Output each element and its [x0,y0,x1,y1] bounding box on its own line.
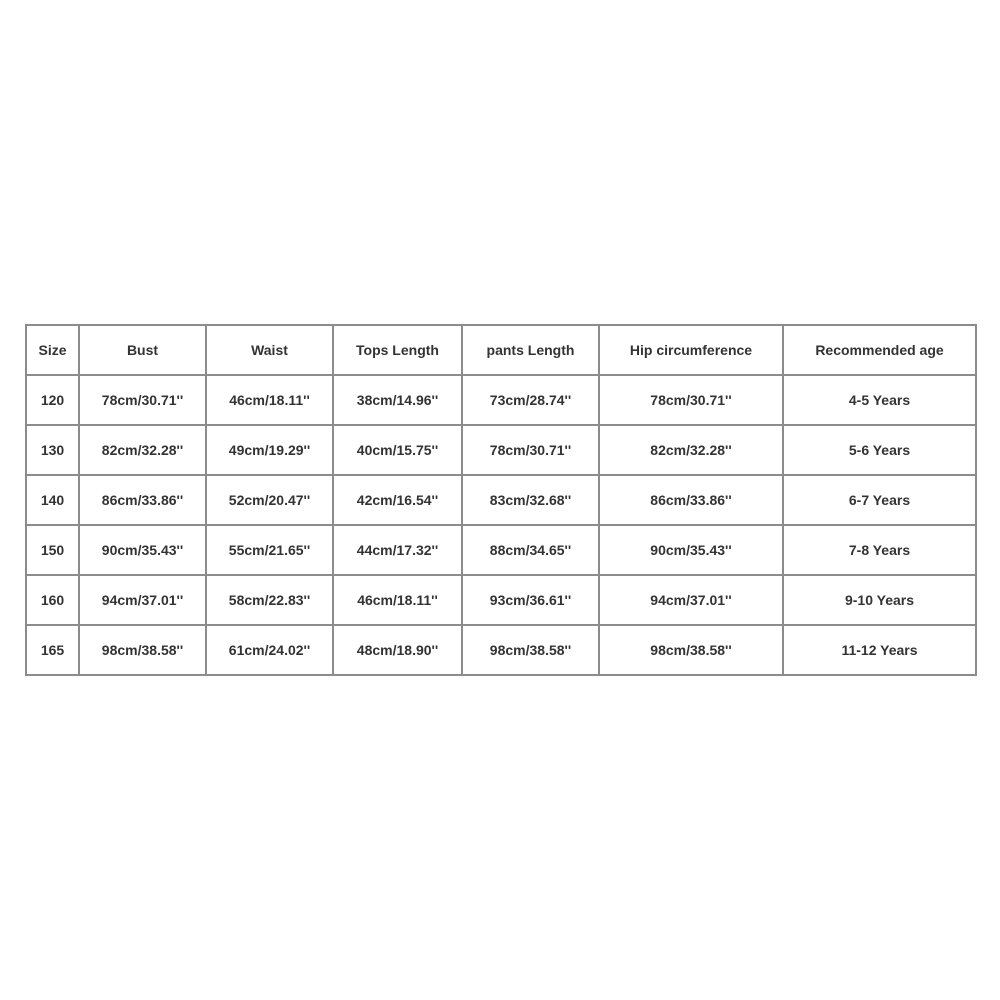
cell-tops-length: 46cm/18.11'' [334,576,463,626]
header-recommended-age: Recommended age [784,326,977,376]
cell-bust: 82cm/32.28'' [80,426,207,476]
header-tops-length: Tops Length [334,326,463,376]
header-hip-circumference: Hip circumference [600,326,784,376]
cell-tops-length: 44cm/17.32'' [334,526,463,576]
table-row [27,626,977,676]
cell-hip-circumference: 86cm/33.86'' [600,476,784,526]
cell-pants-length: 73cm/28.74'' [463,376,600,426]
cell-tops-length: 48cm/18.90'' [334,626,463,676]
cell-size: 140 [27,476,80,526]
size-chart-table [25,324,977,676]
cell-pants-length: 93cm/36.61'' [463,576,600,626]
cell-size: 130 [27,426,80,476]
cell-recommended-age: 11-12 Years [784,626,977,676]
cell-tops-length: 42cm/16.54'' [334,476,463,526]
cell-hip-circumference: 90cm/35.43'' [600,526,784,576]
header-pants-length: pants Length [463,326,600,376]
cell-bust: 98cm/38.58'' [80,626,207,676]
table-row [27,576,977,626]
table-row [27,476,977,526]
header-row [27,326,977,376]
table-row [27,376,977,426]
cell-size: 165 [27,626,80,676]
cell-bust: 86cm/33.86'' [80,476,207,526]
cell-pants-length: 83cm/32.68'' [463,476,600,526]
cell-waist: 55cm/21.65'' [207,526,334,576]
cell-bust: 78cm/30.71'' [80,376,207,426]
cell-tops-length: 38cm/14.96'' [334,376,463,426]
cell-hip-circumference: 98cm/38.58'' [600,626,784,676]
header-bust: Bust [80,326,207,376]
cell-pants-length: 98cm/38.58'' [463,626,600,676]
cell-waist: 49cm/19.29'' [207,426,334,476]
cell-pants-length: 88cm/34.65'' [463,526,600,576]
cell-size: 160 [27,576,80,626]
cell-waist: 52cm/20.47'' [207,476,334,526]
cell-pants-length: 78cm/30.71'' [463,426,600,476]
cell-tops-length: 40cm/15.75'' [334,426,463,476]
header-size: Size [27,326,80,376]
header-waist: Waist [207,326,334,376]
cell-recommended-age: 9-10 Years [784,576,977,626]
cell-waist: 58cm/22.83'' [207,576,334,626]
cell-bust: 94cm/37.01'' [80,576,207,626]
cell-recommended-age: 5-6 Years [784,426,977,476]
cell-hip-circumference: 78cm/30.71'' [600,376,784,426]
table-row [27,426,977,476]
cell-hip-circumference: 82cm/32.28'' [600,426,784,476]
cell-hip-circumference: 94cm/37.01'' [600,576,784,626]
cell-recommended-age: 4-5 Years [784,376,977,426]
cell-waist: 61cm/24.02'' [207,626,334,676]
cell-waist: 46cm/18.11'' [207,376,334,426]
cell-size: 150 [27,526,80,576]
table-row [27,526,977,576]
cell-recommended-age: 6-7 Years [784,476,977,526]
cell-bust: 90cm/35.43'' [80,526,207,576]
cell-size: 120 [27,376,80,426]
cell-recommended-age: 7-8 Years [784,526,977,576]
